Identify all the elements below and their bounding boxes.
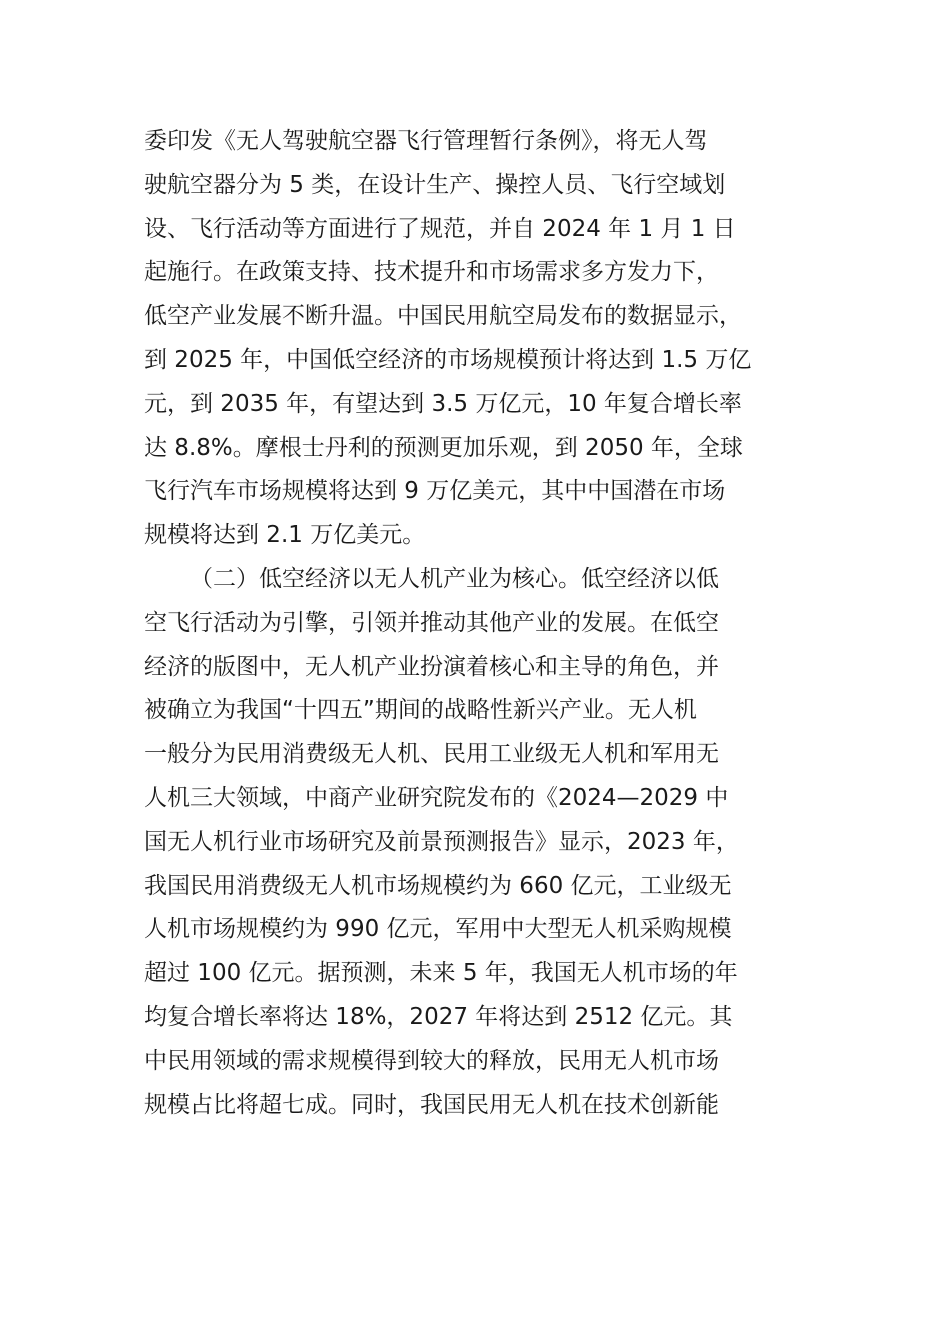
body-text	[144, 120, 824, 1127]
text-line: 均复合增长率将达 18%，2027 年将达到 2512 亿元。其	[144, 1003, 733, 1030]
text-line: 达 8.8%。摩根士丹利的预测更加乐观，到 2050 年，全球	[144, 434, 743, 461]
text-line: 国无人机行业市场研究及前景预测报告》显示，2023 年，	[144, 828, 739, 855]
text-line: 低空产业发展不断升温。中国民用航空局发布的数据显示，	[144, 303, 742, 330]
text-line: 我国民用消费级无人机市场规模约为 660 亿元，工业级无	[144, 872, 732, 899]
text-line: 经济的版图中，无人机产业扮演着核心和主导的角色，并	[144, 653, 719, 680]
text-line: 起施行。在政策支持、技术提升和市场需求多方发力下，	[144, 259, 719, 286]
text-line: 到 2025 年，中国低空经济的市场规模预计将达到 1.5 万亿	[144, 346, 752, 373]
text-line: 驶航空器分为 5 类，在设计生产、操控人员、飞行空域划	[144, 171, 726, 198]
text-line: 规模占比将超七成。同时，我国民用无人机在技术创新能	[144, 1091, 719, 1118]
text-line: 人机市场规模约为 990 亿元，军用中大型无人机采购规模	[144, 916, 732, 943]
text-line: 设、飞行活动等方面进行了规范，并自 2024 年 1 月 1 日	[144, 215, 736, 242]
text-line: 委印发《无人驾驶航空器飞行管理暂行条例》，将无人驾	[144, 128, 708, 154]
text-line: 空飞行活动为引擎，引领并推动其他产业的发展。在低空	[144, 609, 719, 636]
section-heading-line: （二）低空经济以无人机产业为核心。低空经济以低	[190, 565, 719, 592]
text-line: 人机三大领域，中商产业研究院发布的《2024—2029 中	[144, 784, 729, 811]
text-line: 元，到 2035 年，有望达到 3.5 万亿元，10 年复合增长率	[144, 390, 742, 417]
text-line: 飞行汽车市场规模将达到 9 万亿美元，其中中国潜在市场	[144, 478, 726, 505]
text-line: 中民用领域的需求规模得到较大的释放，民用无人机市场	[144, 1047, 719, 1074]
text-line: 规模将达到 2.1 万亿美元。	[144, 522, 426, 549]
text-line: 超过 100 亿元。据预测，未来 5 年，我国无人机市场的年	[144, 960, 738, 987]
text-line: 被确立为我国“十四五”期间的战略性新兴产业。无人机	[144, 697, 697, 724]
text-line: 一般分为民用消费级无人机、民用工业级无人机和军用无	[144, 741, 719, 768]
